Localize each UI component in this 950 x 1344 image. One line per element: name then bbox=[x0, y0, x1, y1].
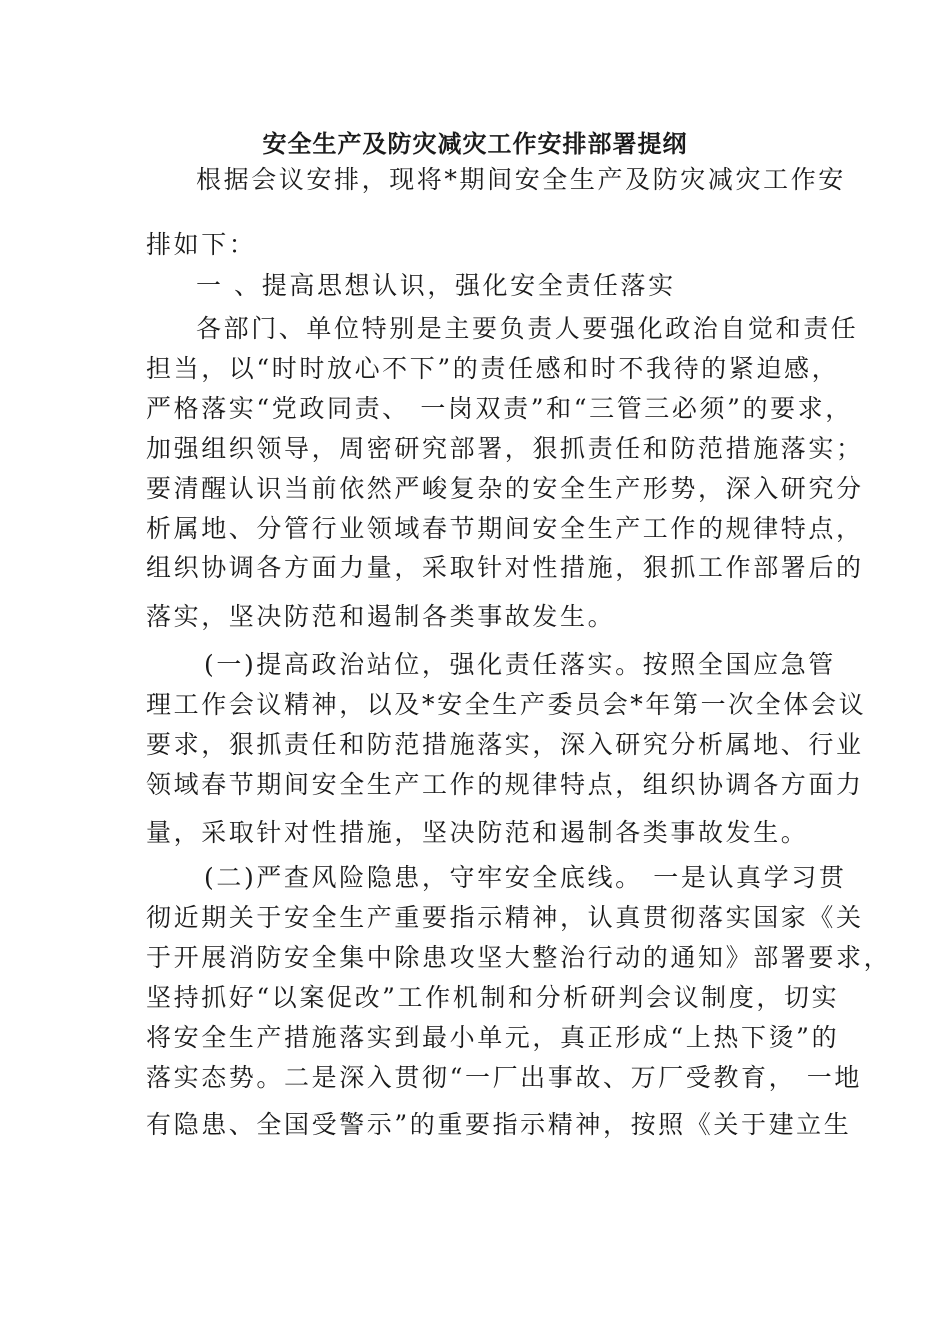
subsection-1-line: 量，采取针对性措施，坚决防范和遏制各类事故发生。 bbox=[146, 818, 809, 847]
subsection-2-line: 落实态势。二是深入贯彻“一厂出事故、万厂受教育， 一地 bbox=[146, 1063, 862, 1092]
paragraph-text-line: 要清醒认识当前依然严峻复杂的安全生产形势，深入研究分 bbox=[146, 474, 864, 503]
paragraph-text-line: 析属地、分管行业领域春节期间安全生产工作的规律特点， bbox=[146, 514, 864, 543]
subsection-2-line: 彻近期关于安全生产重要指示精神，认真贯彻落实国家《关 bbox=[146, 903, 864, 932]
subsection-1-line: 领域春节期间安全生产工作的规律特点，组织协调各方面力 bbox=[146, 770, 864, 799]
subsection-2-line: (二)严查风险隐患，守牢安全底线。 一是认真学习贯 bbox=[204, 863, 847, 892]
subsection-2-line: 于开展消防安全集中除患攻坚大整治行动的通知》部署要求， bbox=[146, 943, 892, 972]
subsection-2-line: 将安全生产措施落实到最小单元，真正形成“上热下烫”的 bbox=[146, 1023, 840, 1052]
paragraph-intro-line-1: 根据会议安排，现将*期间安全生产及防灾减灾工作安 bbox=[196, 165, 846, 194]
paragraph-text-line: 加强组织领导，周密研究部署，狠抓责任和防范措施落实； bbox=[146, 434, 864, 463]
paragraph-text-line: 落实，坚决防范和遏制各类事故发生。 bbox=[146, 602, 616, 631]
paragraph-intro-line-2: 排如下： bbox=[146, 230, 257, 259]
document-title: 安全生产及防灾减灾工作安排部署提纲 bbox=[262, 129, 688, 158]
subsection-2-line: 坚持抓好“以案促改”工作机制和分析研判会议制度，切实 bbox=[146, 983, 840, 1012]
section-heading-1: 一 、提高思想认识，强化安全责任落实 bbox=[196, 271, 676, 300]
subsection-2-line: 有隐患、全国受警示”的重要指示精神，按照《关于建立生 bbox=[146, 1110, 852, 1139]
paragraph-text-line: 各部门、单位特别是主要负责人要强化政治自觉和责任 bbox=[196, 314, 859, 343]
subsection-1-line: (一)提高政治站位，强化责任落实。按照全国应急管 bbox=[204, 650, 836, 679]
subsection-1-line: 理工作会议精神，以及*安全生产委员会*年第一次全体会议 bbox=[146, 690, 867, 719]
subsection-1-line: 要求，狠抓责任和防范措施落实，深入研究分析属地、行业 bbox=[146, 730, 864, 759]
paragraph-text-line: 担当，以“时时放心不下”的责任感和时不我待的紧迫感， bbox=[146, 354, 840, 383]
paragraph-text-line: 严格落实“党政同责、 一岗双责”和“三管三必须”的要求， bbox=[146, 394, 853, 423]
paragraph-text-line: 组织协调各方面力量，采取针对性措施，狠抓工作部署后的 bbox=[146, 553, 864, 582]
